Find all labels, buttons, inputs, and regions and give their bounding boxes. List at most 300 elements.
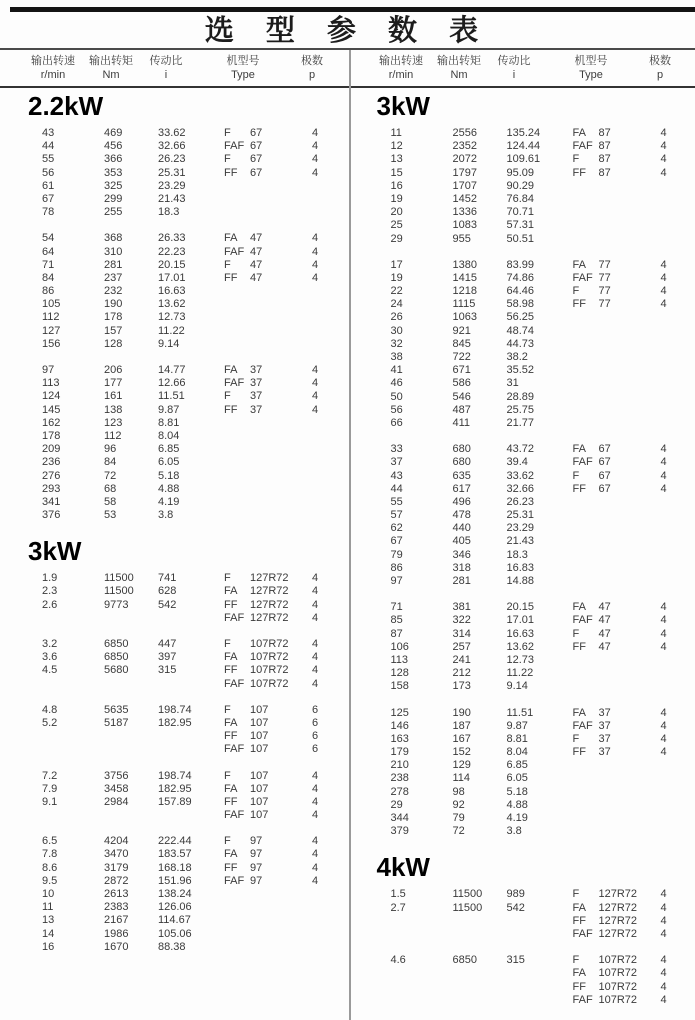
table-row xyxy=(349,298,695,311)
poles-cell xyxy=(661,351,679,364)
ratio-cell: 83.99 xyxy=(507,259,573,272)
speed-cell xyxy=(391,994,453,1007)
torque-cell: 72 xyxy=(453,825,507,838)
type-size-cell: 77 xyxy=(599,259,661,272)
type-variant-cell: FA xyxy=(573,127,599,140)
table-row xyxy=(349,902,695,915)
speed-cell: 12 xyxy=(391,140,453,153)
table-row xyxy=(349,443,695,456)
power-section-heading: 4kW xyxy=(377,854,695,880)
torque-cell: 58 xyxy=(104,496,158,509)
speed-cell: 10 xyxy=(42,888,104,901)
type-size-cell xyxy=(250,285,312,298)
type-size-cell: 97 xyxy=(250,875,312,888)
table-row xyxy=(0,809,347,822)
table-row xyxy=(0,730,347,743)
ratio-cell: 43.72 xyxy=(507,443,573,456)
type-size-cell: 107R72 xyxy=(250,638,312,651)
type-variant-cell xyxy=(573,193,599,206)
type-variant-cell xyxy=(573,812,599,825)
speed-cell: 61 xyxy=(42,180,104,193)
ratio-cell: 9.87 xyxy=(158,404,224,417)
torque-cell xyxy=(453,981,507,994)
speed-cell: 30 xyxy=(391,325,453,338)
table-row xyxy=(0,941,347,954)
ratio-cell: 39.4 xyxy=(507,456,573,469)
poles-cell xyxy=(312,193,330,206)
speed-cell xyxy=(391,967,453,980)
type-size-cell: 37 xyxy=(250,404,312,417)
type-size-cell xyxy=(599,562,661,575)
type-size-cell: 47 xyxy=(250,259,312,272)
table-row xyxy=(349,562,695,575)
torque-cell: 232 xyxy=(104,285,158,298)
power-section-heading: 3kW xyxy=(28,538,347,564)
type-size-cell xyxy=(250,901,312,914)
poles-cell xyxy=(661,562,679,575)
ratio-cell: 90.29 xyxy=(507,180,573,193)
torque-cell: 955 xyxy=(453,233,507,246)
type-variant-cell xyxy=(224,914,250,927)
poles-cell xyxy=(661,654,679,667)
type-size-cell xyxy=(250,206,312,219)
type-variant-cell xyxy=(224,193,250,206)
poles-cell xyxy=(312,443,330,456)
speed-cell: 9.5 xyxy=(42,875,104,888)
speed-cell: 17 xyxy=(391,259,453,272)
table-row xyxy=(349,167,695,180)
ratio-cell: 315 xyxy=(158,664,224,677)
poles-cell: 6 xyxy=(312,730,330,743)
type-size-cell xyxy=(599,338,661,351)
table-row xyxy=(349,285,695,298)
speed-cell: 105 xyxy=(42,298,104,311)
data-group xyxy=(0,127,347,219)
table-row xyxy=(349,272,695,285)
speed-cell: 79 xyxy=(391,549,453,562)
torque-cell: 310 xyxy=(104,246,158,259)
data-group xyxy=(0,572,347,625)
table-row xyxy=(0,651,347,664)
poles-cell xyxy=(661,311,679,324)
table-row xyxy=(349,549,695,562)
type-size-cell: 37 xyxy=(599,707,661,720)
table-row xyxy=(0,364,347,377)
speed-cell: 44 xyxy=(391,483,453,496)
ratio-cell xyxy=(507,967,573,980)
type-variant-cell: FA xyxy=(224,717,250,730)
table-row xyxy=(0,140,347,153)
ratio-cell: 25.31 xyxy=(158,167,224,180)
speed-cell xyxy=(42,612,104,625)
data-group xyxy=(0,638,347,691)
speed-cell: 29 xyxy=(391,799,453,812)
type-size-cell: 97 xyxy=(250,835,312,848)
poles-cell: 6 xyxy=(312,717,330,730)
power-section xyxy=(349,854,695,1007)
speed-cell: 5.2 xyxy=(42,717,104,730)
type-variant-cell: FF xyxy=(224,796,250,809)
torque-cell xyxy=(104,743,158,756)
ratio-cell: 12.66 xyxy=(158,377,224,390)
type-variant-cell xyxy=(224,443,250,456)
table-row xyxy=(0,914,347,927)
type-variant-cell xyxy=(573,786,599,799)
type-size-cell xyxy=(599,351,661,364)
type-size-cell xyxy=(599,180,661,193)
column-divider xyxy=(349,50,351,1020)
header-label: 传动比 xyxy=(498,54,531,68)
type-size-cell: 127R72 xyxy=(250,585,312,598)
type-size-cell xyxy=(250,509,312,522)
speed-cell: 344 xyxy=(391,812,453,825)
type-variant-cell: FA xyxy=(224,585,250,598)
table-row xyxy=(349,496,695,509)
ratio-cell: 3.8 xyxy=(507,825,573,838)
ratio-cell: 26.23 xyxy=(158,153,224,166)
type-variant-cell xyxy=(573,325,599,338)
ratio-cell: 21.43 xyxy=(158,193,224,206)
torque-cell: 353 xyxy=(104,167,158,180)
data-group xyxy=(349,259,695,430)
ratio-cell xyxy=(158,678,224,691)
poles-cell: 4 xyxy=(312,599,330,612)
poles-cell: 4 xyxy=(312,612,330,625)
poles-cell xyxy=(661,193,679,206)
type-variant-cell: FA xyxy=(224,848,250,861)
type-variant-cell xyxy=(224,509,250,522)
table-row xyxy=(0,901,347,914)
table-row xyxy=(349,812,695,825)
table-row xyxy=(0,678,347,691)
poles-cell: 4 xyxy=(661,994,679,1007)
type-variant-cell xyxy=(573,496,599,509)
speed-cell xyxy=(42,743,104,756)
type-variant-cell xyxy=(573,772,599,785)
type-size-cell: 67 xyxy=(599,443,661,456)
type-variant-cell: FF xyxy=(224,730,250,743)
type-size-cell xyxy=(599,233,661,246)
type-variant-cell: FF xyxy=(224,862,250,875)
type-size-cell: 107R72 xyxy=(250,651,312,664)
type-size-cell: 67 xyxy=(250,153,312,166)
torque-cell: 72 xyxy=(104,470,158,483)
type-size-cell: 37 xyxy=(250,390,312,403)
type-size-cell xyxy=(250,180,312,193)
ratio-cell: 6.85 xyxy=(507,759,573,772)
torque-cell: 96 xyxy=(104,443,158,456)
poles-cell: 4 xyxy=(312,783,330,796)
table-row xyxy=(0,298,347,311)
speed-cell: 15 xyxy=(391,167,453,180)
table-row xyxy=(0,430,347,443)
poles-cell xyxy=(312,509,330,522)
type-variant-cell: FAF xyxy=(224,377,250,390)
ratio-cell: 11.51 xyxy=(158,390,224,403)
type-variant-cell: F xyxy=(224,638,250,651)
type-variant-cell: F xyxy=(573,153,599,166)
torque-cell: 2383 xyxy=(104,901,158,914)
type-variant-cell: F xyxy=(224,259,250,272)
type-variant-cell: F xyxy=(573,888,599,901)
type-size-cell: 107R72 xyxy=(250,678,312,691)
speed-cell: 210 xyxy=(391,759,453,772)
ratio-cell: 57.31 xyxy=(507,219,573,232)
torque-cell: 68 xyxy=(104,483,158,496)
speed-cell: 67 xyxy=(391,535,453,548)
ratio-cell: 16.83 xyxy=(507,562,573,575)
table-row xyxy=(349,733,695,746)
type-variant-cell: FAF xyxy=(573,614,599,627)
speed-cell: 2.6 xyxy=(42,599,104,612)
ratio-cell: 447 xyxy=(158,638,224,651)
ratio-cell: 14.88 xyxy=(507,575,573,588)
type-variant-cell xyxy=(573,535,599,548)
poles-cell: 4 xyxy=(312,232,330,245)
type-variant-cell: F xyxy=(573,470,599,483)
torque-cell: 2556 xyxy=(453,127,507,140)
type-size-cell: 47 xyxy=(250,272,312,285)
ratio-cell: 168.18 xyxy=(158,862,224,875)
type-variant-cell xyxy=(224,928,250,941)
torque-cell: 845 xyxy=(453,338,507,351)
header-label: 机型号 xyxy=(227,54,260,68)
torque-cell: 411 xyxy=(453,417,507,430)
ratio-cell: 35.52 xyxy=(507,364,573,377)
poles-cell: 4 xyxy=(661,298,679,311)
table-row xyxy=(0,232,347,245)
torque-cell: 456 xyxy=(104,140,158,153)
ratio-cell: 741 xyxy=(158,572,224,585)
table-row xyxy=(0,259,347,272)
table-row xyxy=(349,641,695,654)
table-row xyxy=(349,575,695,588)
ratio-cell: 157.89 xyxy=(158,796,224,809)
poles-cell xyxy=(661,509,679,522)
type-variant-cell: F xyxy=(224,572,250,585)
type-variant-cell xyxy=(573,680,599,693)
catalog-page xyxy=(0,7,695,968)
poles-cell xyxy=(661,404,679,417)
type-variant-cell: FF xyxy=(224,404,250,417)
ratio-cell: 18.3 xyxy=(158,206,224,219)
data-group xyxy=(0,704,347,757)
torque-cell: 325 xyxy=(104,180,158,193)
torque-cell xyxy=(453,994,507,1007)
poles-cell xyxy=(312,285,330,298)
speed-cell: 22 xyxy=(391,285,453,298)
table-row xyxy=(349,219,695,232)
poles-cell: 4 xyxy=(661,167,679,180)
column-header-2 xyxy=(150,50,183,82)
torque-cell: 152 xyxy=(453,746,507,759)
ratio-cell: 13.62 xyxy=(507,641,573,654)
speed-cell: 11 xyxy=(42,901,104,914)
speed-cell: 43 xyxy=(42,127,104,140)
speed-cell: 37 xyxy=(391,456,453,469)
speed-cell: 125 xyxy=(391,707,453,720)
poles-cell: 4 xyxy=(312,404,330,417)
type-size-cell xyxy=(250,914,312,927)
poles-cell xyxy=(312,417,330,430)
type-variant-cell: FAF xyxy=(573,928,599,941)
type-size-cell: 67 xyxy=(599,483,661,496)
table-row xyxy=(349,391,695,404)
type-variant-cell: FA xyxy=(224,651,250,664)
poles-cell: 4 xyxy=(312,862,330,875)
power-section-heading: 2.2kW xyxy=(28,93,347,119)
speed-cell: 86 xyxy=(42,285,104,298)
speed-cell: 3.2 xyxy=(42,638,104,651)
poles-cell xyxy=(661,825,679,838)
table-row xyxy=(0,796,347,809)
table-row xyxy=(0,704,347,717)
type-variant-cell: FAF xyxy=(573,272,599,285)
table-content xyxy=(0,50,695,1020)
table-row xyxy=(349,786,695,799)
speed-cell: 158 xyxy=(391,680,453,693)
speed-cell: 29 xyxy=(391,233,453,246)
torque-cell: 1336 xyxy=(453,206,507,219)
type-variant-cell: FF xyxy=(573,746,599,759)
torque-cell: 2613 xyxy=(104,888,158,901)
poles-cell: 4 xyxy=(312,364,330,377)
speed-cell: 62 xyxy=(391,522,453,535)
torque-cell xyxy=(104,809,158,822)
type-size-cell: 77 xyxy=(599,272,661,285)
speed-cell: 64 xyxy=(42,246,104,259)
table-row xyxy=(349,483,695,496)
type-variant-cell xyxy=(224,901,250,914)
torque-cell: 322 xyxy=(453,614,507,627)
table-row xyxy=(349,364,695,377)
type-variant-cell xyxy=(573,404,599,417)
type-size-cell xyxy=(599,404,661,417)
poles-cell: 4 xyxy=(312,272,330,285)
poles-cell xyxy=(661,496,679,509)
poles-cell: 4 xyxy=(312,259,330,272)
type-variant-cell: FF xyxy=(573,167,599,180)
ratio-cell: 12.73 xyxy=(507,654,573,667)
speed-cell: 7.8 xyxy=(42,848,104,861)
type-variant-cell: FAF xyxy=(573,720,599,733)
ratio-cell: 17.01 xyxy=(158,272,224,285)
torque-cell: 178 xyxy=(104,311,158,324)
ratio-cell xyxy=(158,809,224,822)
table-row xyxy=(0,246,347,259)
table-row xyxy=(0,770,347,783)
header-unit: p xyxy=(649,68,671,82)
type-variant-cell xyxy=(224,285,250,298)
torque-cell xyxy=(104,678,158,691)
poles-cell xyxy=(661,233,679,246)
table-row xyxy=(349,799,695,812)
ratio-cell: 198.74 xyxy=(158,704,224,717)
type-size-cell: 127R72 xyxy=(250,612,312,625)
table-row xyxy=(0,193,347,206)
speed-cell: 127 xyxy=(42,325,104,338)
type-size-cell xyxy=(250,456,312,469)
poles-cell xyxy=(312,325,330,338)
type-size-cell xyxy=(599,786,661,799)
type-size-cell xyxy=(250,298,312,311)
poles-cell: 4 xyxy=(312,664,330,677)
torque-cell: 138 xyxy=(104,404,158,417)
type-variant-cell xyxy=(573,351,599,364)
poles-cell: 4 xyxy=(312,638,330,651)
table-row xyxy=(0,783,347,796)
ratio-cell: 4.88 xyxy=(507,799,573,812)
poles-cell: 4 xyxy=(661,272,679,285)
type-size-cell: 107 xyxy=(250,809,312,822)
poles-cell: 4 xyxy=(312,167,330,180)
torque-cell: 237 xyxy=(104,272,158,285)
speed-cell: 376 xyxy=(42,509,104,522)
table-row xyxy=(349,417,695,430)
header-label: 输出转速 xyxy=(379,54,423,68)
table-row xyxy=(0,875,347,888)
type-size-cell xyxy=(250,483,312,496)
ratio-cell: 64.46 xyxy=(507,285,573,298)
data-group xyxy=(349,954,695,1007)
type-variant-cell xyxy=(224,888,250,901)
ratio-cell xyxy=(507,994,573,1007)
type-size-cell: 97 xyxy=(250,862,312,875)
table-row xyxy=(0,153,347,166)
ratio-cell: 32.66 xyxy=(158,140,224,153)
speed-cell: 276 xyxy=(42,470,104,483)
torque-cell: 671 xyxy=(453,364,507,377)
poles-cell xyxy=(312,456,330,469)
type-variant-cell: FF xyxy=(573,483,599,496)
ratio-cell: 138.24 xyxy=(158,888,224,901)
ratio-cell: 23.29 xyxy=(158,180,224,193)
speed-cell: 50 xyxy=(391,391,453,404)
ratio-cell: 14.77 xyxy=(158,364,224,377)
table-row xyxy=(349,233,695,246)
torque-cell: 9773 xyxy=(104,599,158,612)
ratio-cell: 33.62 xyxy=(507,470,573,483)
poles-cell xyxy=(661,786,679,799)
header-unit: Type xyxy=(575,68,608,82)
type-size-cell xyxy=(599,549,661,562)
table-row xyxy=(349,746,695,759)
poles-cell: 4 xyxy=(312,875,330,888)
table-row xyxy=(0,417,347,430)
type-size-cell: 47 xyxy=(599,628,661,641)
type-variant-cell: FA xyxy=(224,783,250,796)
table-row xyxy=(0,377,347,390)
torque-cell: 299 xyxy=(104,193,158,206)
torque-cell: 1218 xyxy=(453,285,507,298)
type-size-cell: 67 xyxy=(250,127,312,140)
table-row xyxy=(0,612,347,625)
torque-cell: 241 xyxy=(453,654,507,667)
type-size-cell: 127R72 xyxy=(599,888,661,901)
table-row xyxy=(349,522,695,535)
speed-cell: 78 xyxy=(42,206,104,219)
header-label: 输出转速 xyxy=(31,54,75,68)
ratio-cell: 88.38 xyxy=(158,941,224,954)
torque-cell: 92 xyxy=(453,799,507,812)
torque-cell: 680 xyxy=(453,456,507,469)
poles-cell: 4 xyxy=(312,390,330,403)
table-row xyxy=(349,351,695,364)
ratio-cell: 105.06 xyxy=(158,928,224,941)
ratio-cell: 9.14 xyxy=(158,338,224,351)
type-variant-cell xyxy=(224,325,250,338)
type-size-cell: 37 xyxy=(599,733,661,746)
